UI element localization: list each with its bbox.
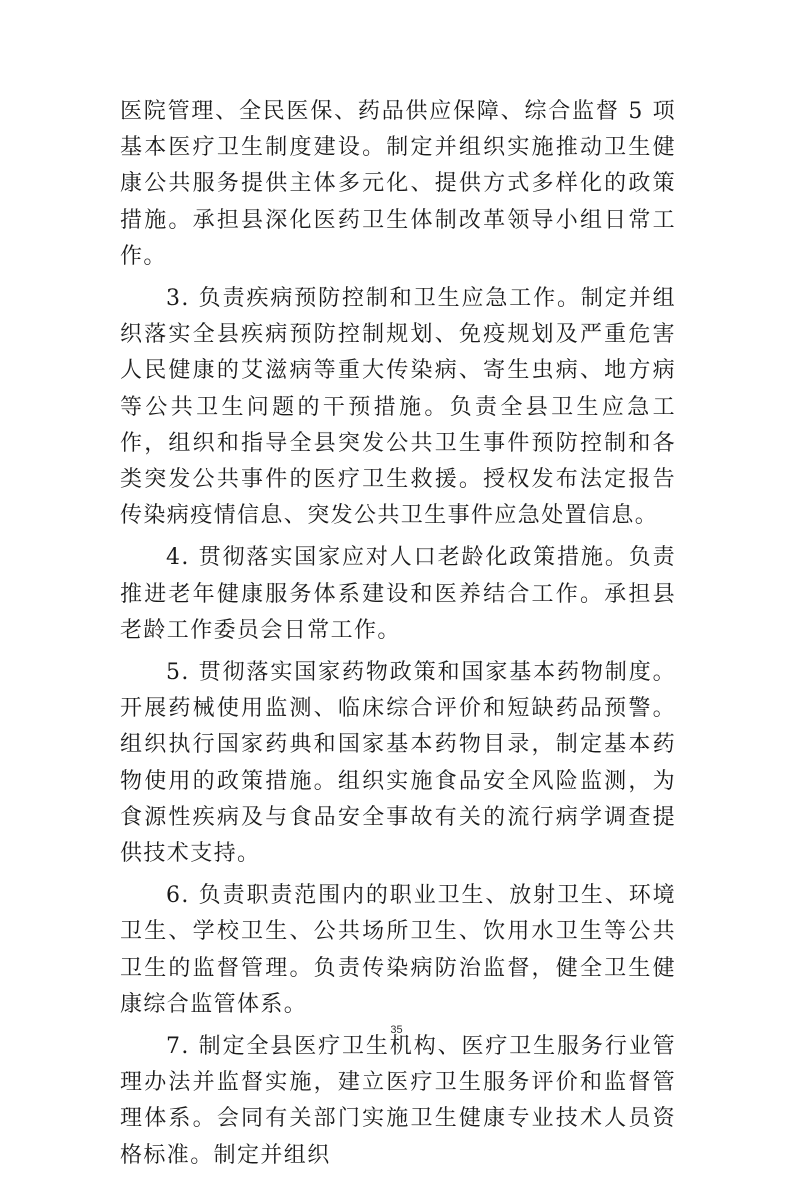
paragraph-item-6: 6. 负责职责范围内的职业卫生、放射卫生、环境卫生、学校卫生、公共场所卫生、饮用水卫生等公共卫生的监督管理。负责传染病防治监督，健全卫生健康综合监管体系。	[120, 883, 676, 1017]
page-number: 35	[390, 1024, 403, 1036]
paragraph-item-5: 5. 贯彻落实国家药物政策和国家基本药物制度。开展药械使用监测、临床综合评价和短缺药品预警。组织执行国家药典和国家基本药物目录，制定基本药物使用的政策措施。组织实施食品安全风险监测，为食源性疾病及与食品安全事故有关的流行病学调查提供技术支持。	[120, 660, 676, 867]
paragraph-continuation: 医院管理、全民医保、药品供应保障、综合监督 5 项基本医疗卫生制度建设。制定并组织实施推动卫生健康公共服务提供主体多元化、提供方式多样化的政策措施。承担县深化医药卫生体制改革领导小组日常工作。	[120, 99, 676, 269]
body-text	[120, 94, 676, 1180]
paragraph-item-7: 7. 制定全县医疗卫生机构、医疗卫生服务行业管理办法并监督实施，建立医疗卫生服务评价和监督管理体系。会同有关部门实施卫生健康专业技术人员资格标准。制定并组织	[120, 1034, 676, 1168]
paragraph-item-4: 4. 贯彻落实国家应对人口老龄化政策措施。负责推进老年健康服务体系建设和医养结合工作。承担县老龄工作委员会日常工作。	[120, 545, 676, 643]
paragraph-item-3: 3. 负责疾病预防控制和卫生应急工作。制定并组织落实全县疾病预防控制规划、免疫规划及严重危害人民健康的艾滋病等重大传染病、寄生虫病、地方病等公共卫生问题的干预措施。负责全县卫生应急工作，组织和指导全县突发公共卫生事件预防控制和各类突发公共事件的医疗卫生救援。授权发布法定报告传染病疫情信息、突发公共卫生事件应急处置信息。	[120, 286, 676, 529]
